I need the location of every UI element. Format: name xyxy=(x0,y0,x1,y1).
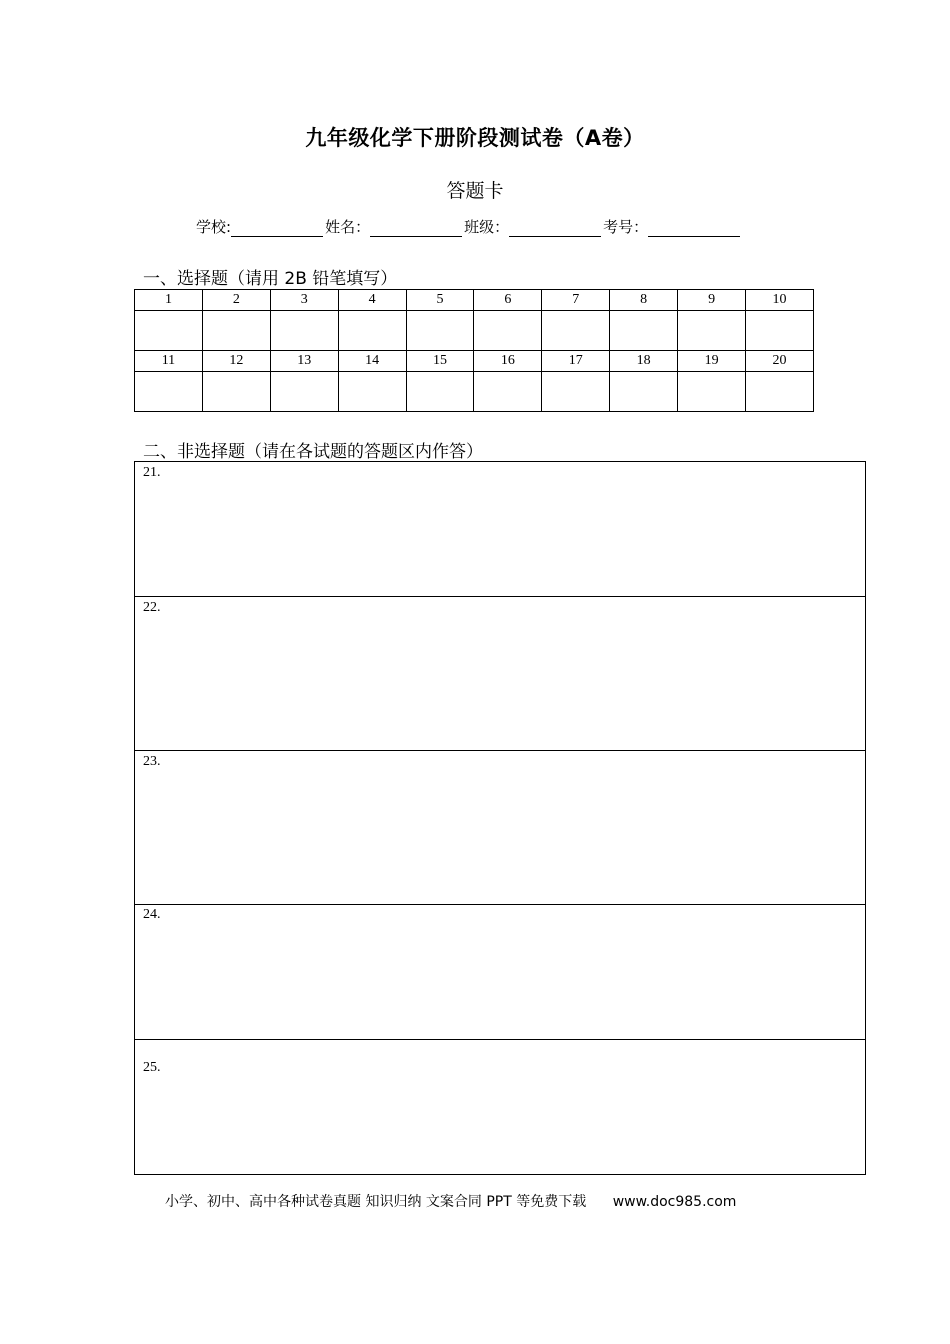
answer-cell[interactable] xyxy=(202,372,270,412)
class-label: 班级： xyxy=(464,218,510,236)
footer xyxy=(165,1191,736,1211)
open-answer-area xyxy=(134,461,866,1175)
question-number-cell: 13 xyxy=(270,351,338,372)
question-number-cell: 5 xyxy=(406,290,474,311)
question-number-cell: 10 xyxy=(746,290,814,311)
section-2-heading: 二、非选择题（请在各试题的答题区内作答） xyxy=(143,442,483,462)
answer-cell[interactable] xyxy=(678,372,746,412)
choice-answer-table xyxy=(134,289,814,412)
answer-box-23[interactable] xyxy=(135,751,865,905)
answer-cell[interactable] xyxy=(135,311,203,351)
name-label: 姓名： xyxy=(325,218,371,236)
choice-answer-row xyxy=(135,372,814,412)
footer-url-link[interactable]: www.doc985.com xyxy=(612,1194,737,1210)
answer-cell[interactable] xyxy=(746,372,814,412)
question-number-cell: 20 xyxy=(746,351,814,372)
section-1-heading: 一、选择题（请用 2B 铅笔填写） xyxy=(143,269,398,289)
answer-cell[interactable] xyxy=(202,311,270,351)
answer-card-subtitle: 答题卡 xyxy=(446,180,504,202)
school-blank[interactable] xyxy=(231,220,323,237)
question-number-cell: 16 xyxy=(474,351,542,372)
answer-cell[interactable] xyxy=(610,311,678,351)
answer-box-22[interactable] xyxy=(135,597,865,751)
question-number-cell: 1 xyxy=(135,290,203,311)
exam-number-label: 考号： xyxy=(603,218,649,236)
question-number-cell: 12 xyxy=(202,351,270,372)
footer-text: 小学、初中、高中各种试卷真题 知识归纳 文案合同 PPT 等免费下载 xyxy=(165,1194,587,1210)
answer-cell[interactable] xyxy=(135,372,203,412)
question-number-cell: 19 xyxy=(678,351,746,372)
answer-cell[interactable] xyxy=(338,311,406,351)
question-number-cell: 14 xyxy=(338,351,406,372)
question-number: 25. xyxy=(143,1060,161,1075)
question-number-cell: 9 xyxy=(678,290,746,311)
answer-cell[interactable] xyxy=(474,311,542,351)
school-label: 学校: xyxy=(196,218,232,236)
student-info-line xyxy=(196,216,742,237)
answer-cell[interactable] xyxy=(338,372,406,412)
answer-cell[interactable] xyxy=(270,372,338,412)
question-number-cell: 15 xyxy=(406,351,474,372)
question-number-cell: 4 xyxy=(338,290,406,311)
page-title: 九年级化学下册阶段测试卷（A卷） xyxy=(305,126,645,150)
question-number-cell: 8 xyxy=(610,290,678,311)
class-blank[interactable] xyxy=(509,220,601,237)
question-number-cell: 17 xyxy=(542,351,610,372)
answer-cell[interactable] xyxy=(746,311,814,351)
question-number-cell: 3 xyxy=(270,290,338,311)
question-number: 23. xyxy=(143,754,161,769)
answer-box-25[interactable] xyxy=(135,1040,865,1174)
question-number-cell: 18 xyxy=(610,351,678,372)
question-number-cell: 6 xyxy=(474,290,542,311)
question-number: 24. xyxy=(143,907,161,922)
choice-number-row xyxy=(135,351,814,372)
answer-cell[interactable] xyxy=(270,311,338,351)
answer-cell[interactable] xyxy=(406,311,474,351)
question-number: 21. xyxy=(143,465,161,480)
question-number-cell: 11 xyxy=(135,351,203,372)
choice-number-row xyxy=(135,290,814,311)
answer-cell[interactable] xyxy=(542,372,610,412)
answer-box-24[interactable] xyxy=(135,905,865,1040)
answer-box-21[interactable] xyxy=(135,462,865,597)
answer-cell[interactable] xyxy=(610,372,678,412)
name-blank[interactable] xyxy=(370,220,462,237)
question-number-cell: 7 xyxy=(542,290,610,311)
choice-answer-row xyxy=(135,311,814,351)
question-number: 22. xyxy=(143,600,161,615)
answer-cell[interactable] xyxy=(406,372,474,412)
exam-number-blank[interactable] xyxy=(648,220,740,237)
answer-cell[interactable] xyxy=(678,311,746,351)
answer-cell[interactable] xyxy=(474,372,542,412)
question-number-cell: 2 xyxy=(202,290,270,311)
answer-cell[interactable] xyxy=(542,311,610,351)
